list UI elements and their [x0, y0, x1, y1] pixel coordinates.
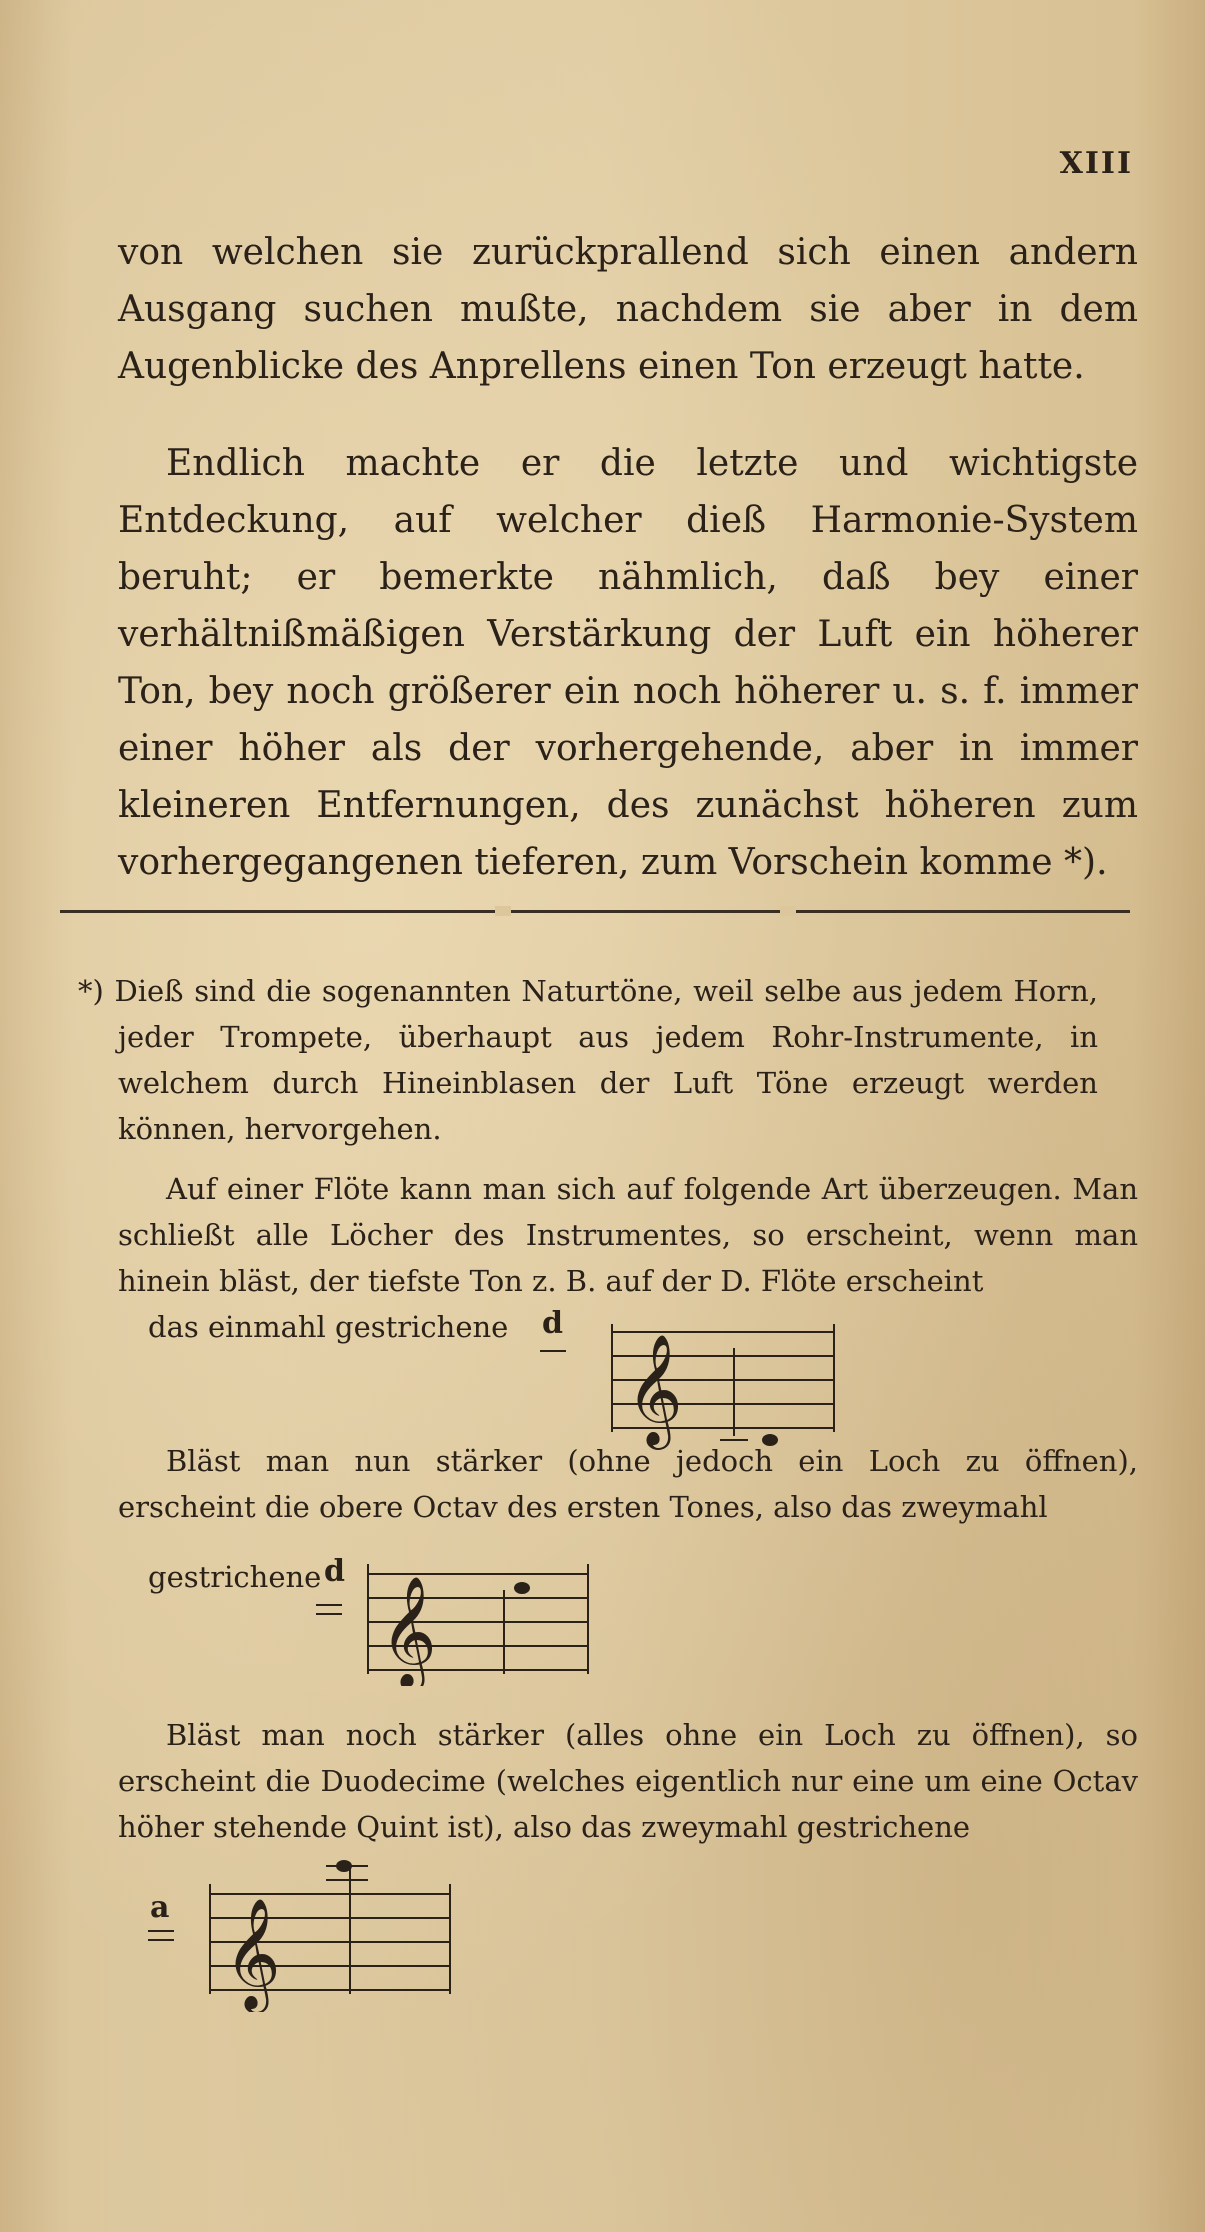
footnote-paragraph-2: Auf einer Flöte kann man sich auf folgende Art überzeugen. Man schließt alle Löcher des Instrumentes, so erscheint, wenn man hinein bläst, der tiefste Ton z. B. auf der D. Flöte erscheint — [118, 1172, 1138, 1298]
footnote-paragraph-4: Bläst man noch stärker (alles ohne ein Loch zu öffnen), so erscheint die Duodecime (welches eigentlich nur eine um eine Octav höher stehende Quint ist), also das zweymahl gestrichene — [118, 1718, 1138, 1844]
footnote-line-tail-1: das einmahl gestrichene — [148, 1310, 509, 1344]
footnote-paragraph-1 — [78, 968, 1098, 1152]
paragraph-1: von welchen sie zurückprallend sich einen andern Ausgang suchen mußte, nachdem sie aber in dem Augenblicke des Anprellens einen Ton erzeugt hatte. — [118, 232, 1138, 387]
footnote-marker: *) — [78, 974, 104, 1008]
page-number: XIII — [1059, 146, 1133, 181]
footnote-paragraph-3: Bläst man nun stärker (ohne jedoch ein Loch zu öffnen), erscheint die obere Octav des ersten Tones, also das zweymahl — [118, 1444, 1138, 1524]
footnote-rule — [60, 910, 1130, 913]
footnote-text-1: Dieß sind die sogenannten Naturtöne, weil selbe aus jedem Horn, jeder Trompete, überhaupt aus jedem Rohr-Instrumente, in welchem durch Hineinblasen der Luft Töne erzeugt werden können, hervorgehen. — [114, 974, 1099, 1146]
svg-text:𝄞: 𝄞 — [380, 1575, 437, 1686]
note-double-underline — [148, 1930, 174, 1941]
footnote-line-tail-2: gestrichene — [148, 1560, 322, 1594]
svg-text:𝄞: 𝄞 — [626, 1333, 683, 1445]
rule-gap — [780, 906, 796, 916]
note-letter-d2: d — [324, 1554, 345, 1589]
music-staff-3 — [198, 1842, 458, 2012]
paragraph-2: Endlich machte er die letzte und wichtigste Entdeckung, auf welcher dieß Harmonie-System beruht; er bemerkte nähmlich, daß bey einer verhältnißmäßigen Verstärkung der Luft ein höherer Ton, bey noch größerer ein noch höherer u. s. f. immer einer höher als der vorhergehende, aber in immer kleineren Entfernungen, des zunächst höheren zum vorhergegangenen tieferen, zum Vorschein komme *). — [118, 443, 1138, 883]
note-letter-d1: d — [542, 1306, 563, 1341]
music-staff-2 — [356, 1556, 596, 1686]
svg-text:𝄞: 𝄞 — [224, 1897, 281, 2009]
note-underline — [540, 1350, 566, 1352]
music-staff-1 — [582, 1318, 842, 1458]
rule-gap — [495, 906, 511, 916]
note-double-underline — [316, 1604, 342, 1615]
note-letter-a: a — [150, 1890, 170, 1925]
